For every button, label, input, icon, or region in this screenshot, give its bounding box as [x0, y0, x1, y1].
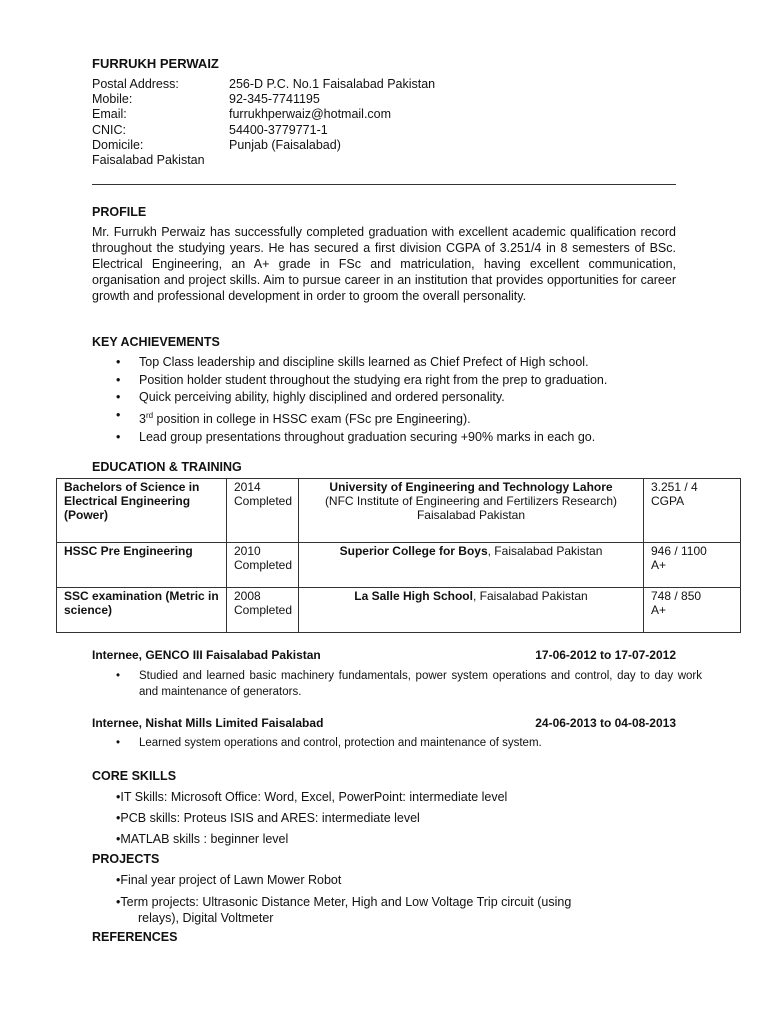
bullet: • [116, 832, 121, 846]
list-item: • Top Class leadership and discipline skills learned as Chief Prefect of High school. [113, 354, 607, 372]
internship-header [92, 716, 676, 730]
bullet: • [116, 737, 121, 749]
institution-name: Superior College for Boys [339, 544, 488, 558]
internship-description [113, 735, 702, 751]
skill-text: MATLAB skills : beginner level [120, 832, 289, 846]
skill-item [116, 810, 420, 826]
internship-dates: 17-06-2012 to 17-07-2012 [535, 648, 676, 662]
contact-label: Postal Address: [92, 77, 179, 91]
year-cell [227, 588, 299, 633]
list-item: • Quick perceiving ability, highly disciplined and ordered personality. [113, 389, 607, 407]
table-row [57, 543, 741, 588]
internship-desc-text: Studied and learned basic machinery fundamentals, power system operations and control, day to day work and maintenance of generators. [139, 670, 702, 698]
ordinal-suffix: rd [145, 410, 154, 420]
year: 2008 [234, 589, 261, 603]
list-item [113, 407, 607, 429]
internship-desc-text: Learned system operations and control, protection and maintenance of system. [139, 737, 542, 749]
institution-cell [299, 479, 644, 543]
contact-details [92, 77, 435, 168]
status: Completed [234, 494, 293, 508]
project-item [116, 894, 571, 926]
skill-item [116, 789, 507, 805]
contact-value: 256-D P.C. No.1 Faisalabad Pakistan [229, 77, 436, 91]
contact-label: CNIC: [92, 122, 127, 137]
score: 946 / 1100 [651, 544, 707, 558]
skill-item [116, 831, 288, 847]
score-unit: A+ [651, 558, 667, 572]
score-cell [644, 588, 741, 633]
skills-heading: CORE SKILLS [92, 769, 177, 783]
references-heading: REFERENCES [92, 930, 178, 944]
institution-location: Faisalabad Pakistan [416, 508, 526, 522]
position-text: position in college in HSSC exam (FSc pre Engineering). [153, 411, 471, 426]
institution-sub: (NFC Institute of Engineering and Fertilizers Research) [324, 494, 618, 508]
institution-cell [299, 543, 644, 588]
skill-text: IT Skills: Microsoft Office: Word, Excel, PowerPoint: intermediate level [120, 790, 508, 804]
score-cell [644, 543, 741, 588]
table-row [57, 479, 741, 543]
year-cell [227, 543, 299, 588]
internship-dates: 24-06-2013 to 04-08-2013 [535, 716, 676, 730]
contact-row-mobile [92, 92, 435, 107]
achievements-list [113, 354, 607, 446]
contact-row-postal [92, 77, 435, 92]
projects-heading: PROJECTS [92, 852, 160, 866]
contact-value: 92-345-7741195 [229, 92, 320, 107]
contact-value: 54400-3779771-1 [229, 122, 328, 137]
score: 748 / 850 [651, 589, 702, 603]
internship-title: Internee, Nishat Mills Limited Faisalabad [92, 716, 324, 730]
status: Completed [234, 558, 293, 572]
internship-description [113, 668, 702, 700]
status: Completed [234, 603, 293, 617]
bullet: • [116, 670, 121, 682]
score: 3.251 / 4 [651, 480, 698, 494]
internship-header [92, 648, 676, 662]
skill-text: PCB skills: Proteus ISIS and ARES: intermediate level [120, 811, 420, 825]
internship-title: Internee, GENCO III Faisalabad Pakistan [92, 648, 321, 662]
contact-extra-line: Faisalabad Pakistan [92, 153, 205, 168]
contact-label: Email: [92, 107, 127, 122]
institution-cell [299, 588, 644, 633]
institution-name: University of Engineering and Technology Lahore [329, 480, 613, 494]
list-item: • Position holder student throughout the studying era right from the prep to graduation. [113, 372, 607, 390]
contact-row-domicile [92, 138, 435, 153]
achievements-heading: KEY ACHIEVEMENTS [92, 335, 220, 349]
institution-name: La Salle High School [354, 589, 473, 603]
year-cell [227, 479, 299, 543]
score-unit: A+ [651, 603, 667, 617]
list-item: • Lead group presentations throughout graduation securing +90% marks in each go. [113, 429, 607, 447]
project-item [116, 872, 341, 888]
header-divider [92, 184, 676, 185]
contact-label: Mobile: [92, 92, 133, 107]
bullet: • [116, 873, 121, 887]
institution-suffix: , Faisalabad Pakistan [487, 544, 603, 558]
profile-text: Mr. Furrukh Perwaiz has successfully completed graduation with excellent academic qualification record throughout the studying years. He has secured a first division CGPA of 3.251/4 in 8 semesters of BSc. Electrical Engineering, an A+ grade in FSc and matriculation, having excellent communication, organisation and project skills. Aim to pursue career in an institution that provides opportunities for career growth and professional development in order to groom the overall personality. [92, 225, 676, 303]
applicant-name: FURRUKH PERWAIZ [92, 56, 219, 71]
degree-cell: Bachelors of Science in Electrical Engineering (Power) [57, 479, 227, 543]
education-heading: EDUCATION & TRAINING [92, 460, 242, 474]
profile-heading: PROFILE [92, 205, 147, 219]
contact-value: furrukhperwaiz@hotmail.com [229, 107, 392, 122]
institution-suffix: , Faisalabad Pakistan [472, 589, 588, 603]
year: 2010 [234, 544, 261, 558]
education-table [56, 478, 741, 633]
bullet: • [116, 811, 121, 825]
bullet: • [116, 790, 121, 804]
position-number: 3 [139, 411, 146, 426]
project-text: Term projects: Ultrasonic Distance Meter, High and Low Voltage Trip circuit (using [120, 895, 572, 909]
project-continuation: relays), Digital Voltmeter [138, 911, 274, 925]
year: 2014 [234, 480, 261, 494]
contact-row-email [92, 107, 435, 122]
project-text: Final year project of Lawn Mower Robot [120, 873, 342, 887]
degree-cell: HSSC Pre Engineering [57, 543, 227, 588]
bullet: • [116, 895, 121, 909]
degree-cell: SSC examination (Metric in science) [57, 588, 227, 633]
score-cell [644, 479, 741, 543]
contact-value: Punjab (Faisalabad) [229, 137, 341, 152]
score-unit: CGPA [651, 494, 685, 508]
contact-row-cnic [92, 123, 435, 138]
contact-label: Domicile: [92, 137, 144, 152]
table-row [57, 588, 741, 633]
